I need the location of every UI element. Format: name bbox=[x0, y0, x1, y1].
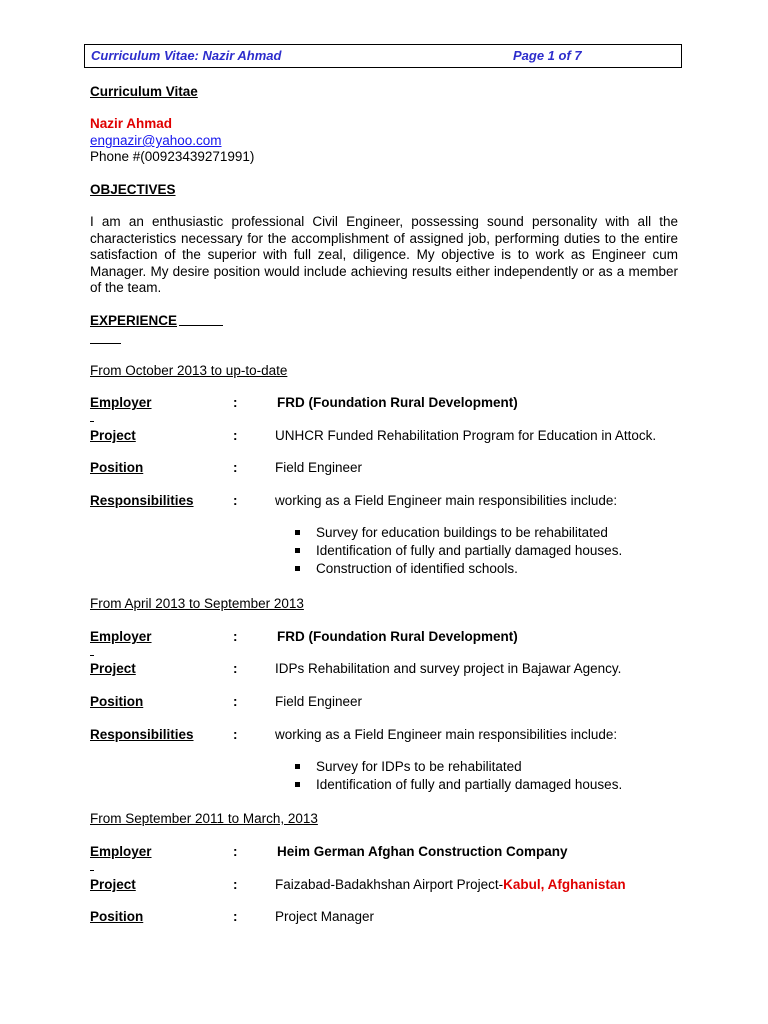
employer-label: Employer bbox=[90, 844, 152, 859]
colon: : bbox=[233, 493, 238, 508]
bullet-icon bbox=[295, 782, 300, 787]
bullet-icon bbox=[295, 548, 300, 553]
employer-value: FRD (Foundation Rural Development) bbox=[277, 395, 518, 410]
responsibilities-label: Responsibilities bbox=[90, 727, 194, 742]
position-label: Position bbox=[90, 460, 144, 475]
colon: : bbox=[233, 727, 238, 742]
project-label: Project bbox=[90, 428, 136, 443]
bullet-icon bbox=[295, 566, 300, 571]
period-3: From September 2011 to March, 2013 bbox=[90, 811, 318, 826]
colon: : bbox=[233, 877, 238, 892]
email-link[interactable]: engnazir@yahoo.com bbox=[90, 133, 222, 148]
heading-underline-gap bbox=[179, 313, 223, 326]
objectives-heading: OBJECTIVES bbox=[90, 182, 176, 197]
responsibility-list bbox=[295, 524, 622, 578]
list-item-text: Construction of identified schools. bbox=[316, 561, 518, 576]
project-label: Project bbox=[90, 877, 136, 892]
phone-number: Phone #(00923439271991) bbox=[90, 149, 255, 164]
position-value: Field Engineer bbox=[275, 694, 363, 709]
divider-mark bbox=[90, 343, 121, 344]
responsibilities-value: working as a Field Engineer main responsibilities include: bbox=[275, 727, 618, 742]
page-header bbox=[84, 44, 682, 68]
period-1: From October 2013 to up-to-date bbox=[90, 363, 288, 378]
bullet-icon bbox=[295, 530, 300, 535]
period-2: From April 2013 to September 2013 bbox=[90, 596, 304, 611]
project-value bbox=[275, 877, 626, 892]
project-value: IDPs Rehabilitation and survey project in Bajawar Agency. bbox=[275, 661, 622, 676]
position-value: Field Engineer bbox=[275, 460, 363, 475]
objectives-text: I am an enthusiastic professional Civil Engineer, possessing sound personality with all the characteristics necessary for the accomplishment of assigned job, performing duties to the entire satisfaction of the superior with full zeal, diligence. My objective is to work as Engineer cum Manager. My desire position would include achieving results either independently or as a member of the team. bbox=[90, 214, 678, 295]
colon: : bbox=[233, 661, 238, 676]
colon: : bbox=[233, 844, 238, 859]
colon: : bbox=[233, 460, 238, 475]
colon: : bbox=[233, 428, 238, 443]
list-item bbox=[295, 560, 622, 578]
position-label: Position bbox=[90, 694, 144, 709]
colon: : bbox=[233, 909, 238, 924]
position-value: Project Manager bbox=[275, 909, 375, 924]
list-item bbox=[295, 776, 622, 794]
list-item-text: Survey for IDPs to be rehabilitated bbox=[316, 759, 522, 774]
page-number: Page 1 of 7 bbox=[513, 48, 582, 63]
colon: : bbox=[233, 694, 238, 709]
employer-label: Employer bbox=[90, 629, 152, 644]
colon: : bbox=[233, 629, 238, 644]
list-item-text: Survey for education buildings to be rehabilitated bbox=[316, 525, 608, 540]
bullet-icon bbox=[295, 764, 300, 769]
colon: : bbox=[233, 395, 238, 410]
responsibilities-label: Responsibilities bbox=[90, 493, 194, 508]
responsibility-list bbox=[295, 758, 622, 794]
position-label: Position bbox=[90, 909, 144, 924]
project-location: Kabul, Afghanistan bbox=[503, 877, 626, 892]
employer-value: Heim German Afghan Construction Company bbox=[277, 844, 568, 859]
header-title: Curriculum Vitae: Nazir Ahmad bbox=[91, 48, 282, 63]
list-item-text: Identification of fully and partially damaged houses. bbox=[316, 777, 623, 792]
employer-value: FRD (Foundation Rural Development) bbox=[277, 629, 518, 644]
document-title: Curriculum Vitae bbox=[90, 84, 198, 99]
project-name: Faizabad-Badakhshan Airport Project- bbox=[275, 877, 504, 892]
project-value: UNHCR Funded Rehabilitation Program for Education in Attock. bbox=[275, 428, 657, 443]
stray-mark bbox=[90, 421, 94, 422]
experience-heading-label: EXPERIENCE bbox=[90, 313, 178, 328]
experience-heading bbox=[90, 313, 223, 328]
employer-label: Employer bbox=[90, 395, 152, 410]
candidate-name: Nazir Ahmad bbox=[90, 116, 173, 131]
stray-mark bbox=[90, 655, 94, 656]
list-item bbox=[295, 758, 622, 776]
project-label: Project bbox=[90, 661, 136, 676]
list-item bbox=[295, 542, 622, 560]
list-item bbox=[295, 524, 622, 542]
responsibilities-value: working as a Field Engineer main responsibilities include: bbox=[275, 493, 618, 508]
list-item-text: Identification of fully and partially damaged houses. bbox=[316, 543, 623, 558]
stray-mark bbox=[90, 870, 94, 871]
